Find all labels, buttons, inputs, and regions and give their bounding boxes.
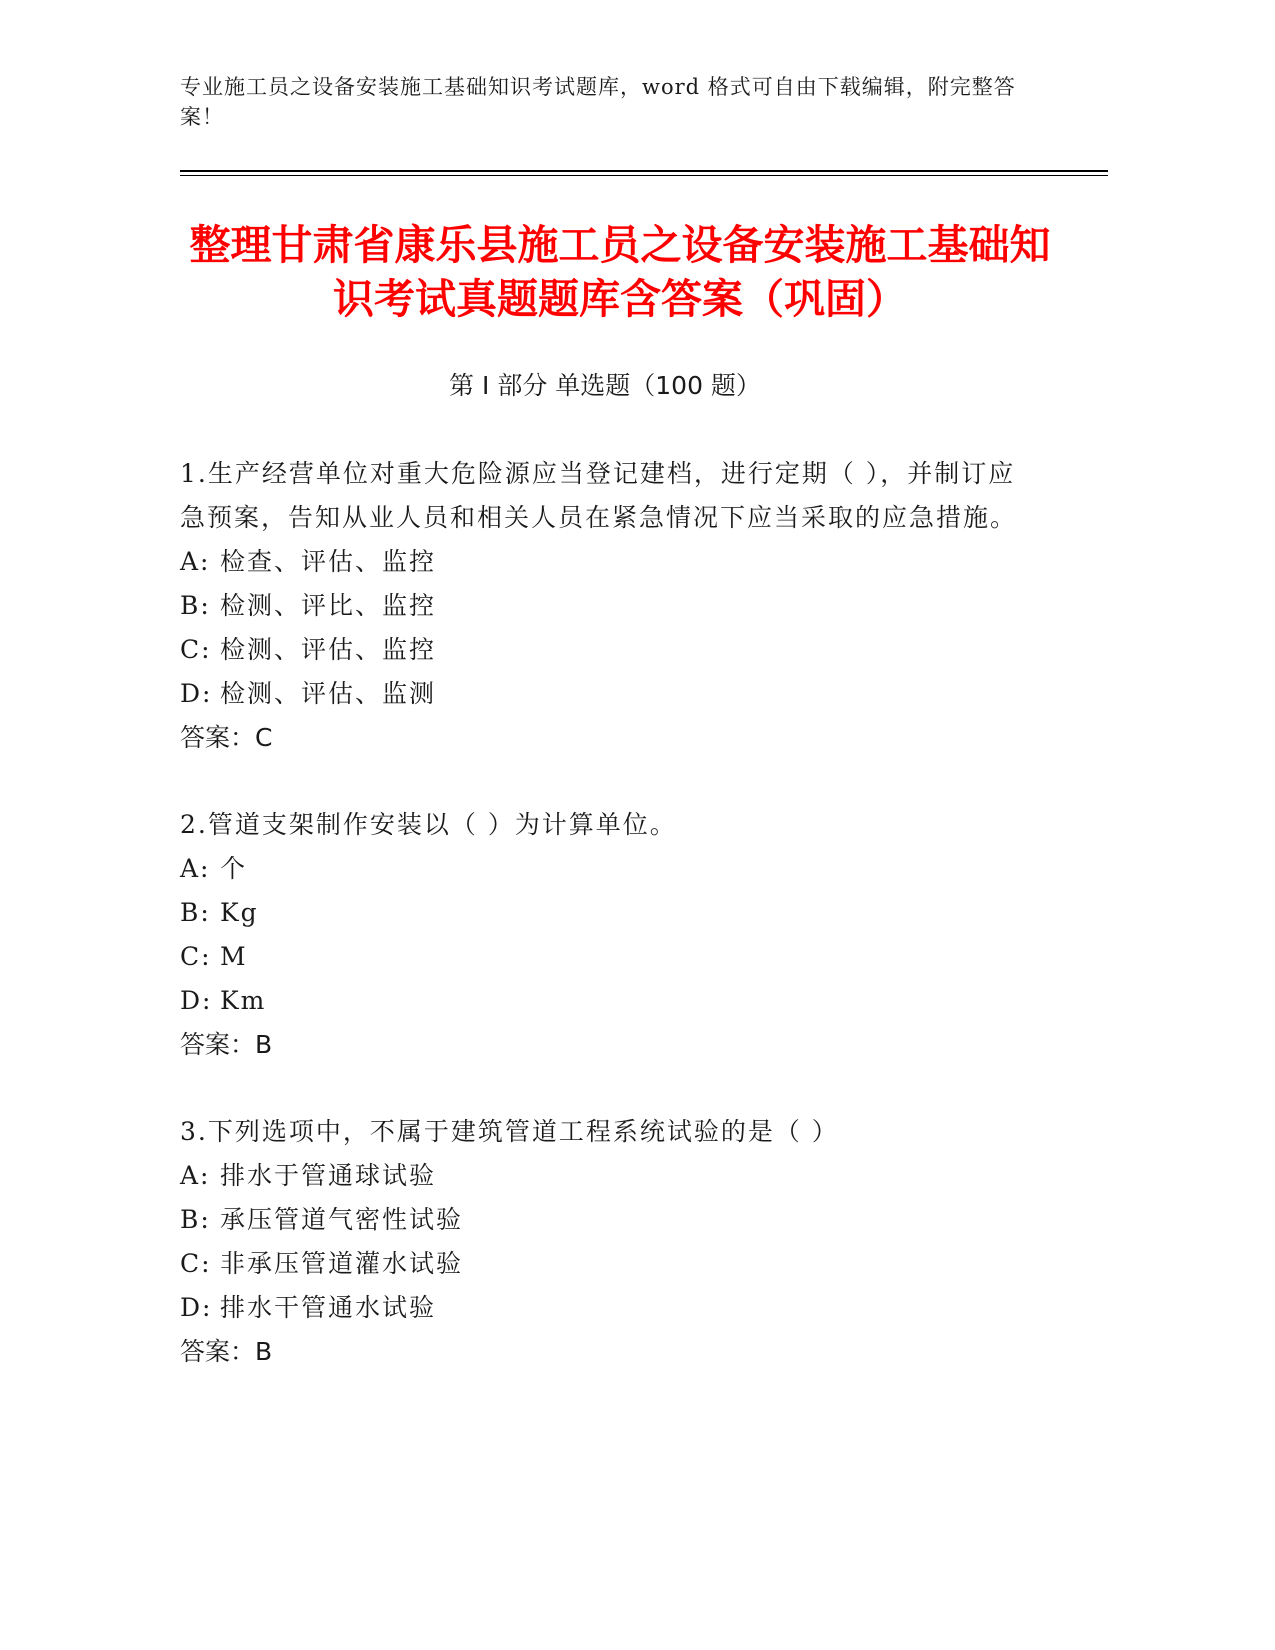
- question-1: [180, 452, 1040, 760]
- answer-line: 答案：C: [180, 723, 273, 752]
- option-letter: C:: [180, 942, 212, 971]
- answer-line: 答案：B: [180, 1030, 273, 1059]
- option-d: [180, 672, 1040, 716]
- option-letter: B:: [180, 898, 211, 927]
- option-text: 检测、评估、监控: [220, 635, 437, 664]
- option-letter: C:: [180, 635, 212, 664]
- option-c: [180, 935, 1040, 979]
- option-text: 检测、评比、监控: [220, 591, 437, 620]
- document-title: 整理甘肃省康乐县施工员之设备安装施工基础知识考试真题题库含答案（巩固）: [189, 221, 1051, 323]
- option-letter: A:: [180, 1161, 211, 1190]
- option-c: [180, 1242, 1040, 1286]
- question-list: [180, 452, 1040, 1417]
- answer-line: 答案：B: [180, 1337, 273, 1366]
- option-letter: A:: [180, 854, 211, 883]
- option-text: 排水于管通球试验: [220, 1161, 437, 1190]
- option-c: [180, 628, 1040, 672]
- question-3: [180, 1110, 1040, 1374]
- option-text: 检测、评估、监测: [220, 679, 437, 708]
- option-a: [180, 1154, 1040, 1198]
- option-text: 个: [220, 854, 248, 883]
- header-rule-thick: [180, 170, 1108, 172]
- option-b: [180, 584, 1040, 628]
- option-d: [180, 1286, 1040, 1330]
- option-text: Km: [220, 986, 267, 1015]
- option-text: 承压管道气密性试验: [220, 1205, 464, 1234]
- option-letter: B:: [180, 591, 211, 620]
- option-d: [180, 979, 1040, 1023]
- option-letter: D:: [180, 986, 213, 1015]
- option-letter: D:: [180, 1293, 213, 1322]
- option-text: M: [220, 942, 248, 971]
- option-a: [180, 847, 1040, 891]
- header-note: 专业施工员之设备安装施工基础知识考试题库，word 格式可自由下载编辑，附完整答案！: [180, 75, 1016, 129]
- option-letter: B:: [180, 1205, 211, 1234]
- option-text: Kg: [220, 898, 259, 927]
- option-letter: C:: [180, 1249, 212, 1278]
- option-text: 非承压管道灌水试验: [220, 1249, 464, 1278]
- option-b: [180, 891, 1040, 935]
- option-letter: D:: [180, 679, 213, 708]
- question-stem: 3.下列选项中，不属于建筑管道工程系统试验的是（ ）: [180, 1117, 839, 1146]
- option-text: 检查、评估、监控: [220, 547, 437, 576]
- option-a: [180, 540, 1040, 584]
- header-rule-thin: [180, 175, 1108, 176]
- section-heading: 第 I 部分 单选题（100 题）: [449, 371, 761, 400]
- question-stem: 2.管道支架制作安装以（ ）为计算单位。: [180, 810, 677, 839]
- question-2: [180, 803, 1040, 1067]
- option-text: 排水干管通水试验: [220, 1293, 437, 1322]
- option-letter: A:: [180, 547, 211, 576]
- question-stem: 1.生产经营单位对重大危险源应当登记建档，进行定期（ ），并制订应急预案，告知从业人员和相关人员在紧急情况下应当采取的应急措施。: [180, 459, 1018, 532]
- option-b: [180, 1198, 1040, 1242]
